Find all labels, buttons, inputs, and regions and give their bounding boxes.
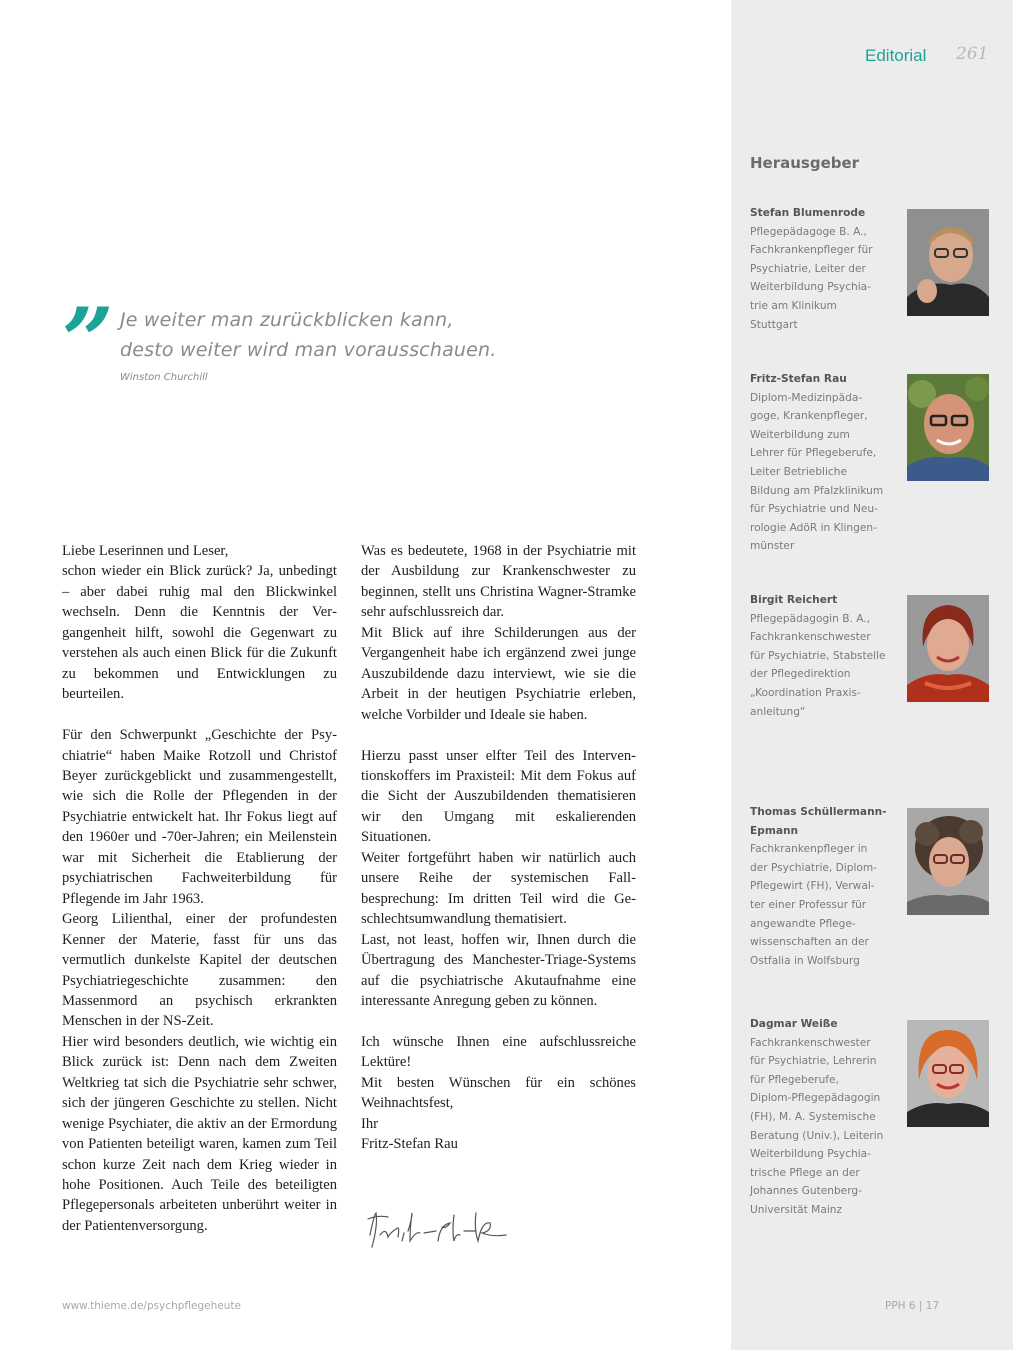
editor-photo — [907, 209, 989, 316]
editor-photo — [907, 1020, 989, 1127]
article-paragraph: schon wieder ein Blick zurück? Ja, unbedingt – aber dabei ruhig mal den Blickwinkel wechseln. Denn die Kenntnis der Vergangenheit hilft, sowohl die Gegenwart zu verstehen als auch einen Blick für die Zukunft zu bekommen und Entwicklungen zu beurteilen. — [62, 563, 337, 703]
footer-issue: PPH 6 | 17 — [885, 1300, 940, 1312]
editor-photo — [907, 374, 989, 481]
quote-line: desto weiter wird man vorausschauen. — [120, 339, 497, 361]
editor-photo — [907, 808, 989, 915]
quote-line: Je weiter man zurückblicken kann, — [120, 309, 454, 331]
editor-entry — [750, 370, 890, 556]
section-label: Editorial — [865, 46, 927, 65]
editor-entry — [750, 591, 890, 721]
editor-name: Dagmar Weiße — [750, 1018, 838, 1030]
editor-name: Birgit Reichert — [750, 594, 838, 606]
editor-photo — [907, 595, 989, 702]
quote-author: Winston Churchill — [120, 372, 208, 383]
quote-mark-icon: ” — [62, 288, 114, 394]
article-paragraph: Ich wünsche Ihnen eine aufschlussreiche Lektüre! — [361, 1033, 636, 1071]
article-paragraph: Hier wird besonders deutlich, wie wichtig ein Blick zurück ist: Denn nach dem Zweiten Weltkrieg tat sich die Psychiatrie sehr schwer, sich der jüngeren Geschichte zu stellen. Nicht wenige Psychiater, die aktiv an der Ermordung von Patienten beteiligt waren, kamen zum Teil schon kurze Zeit nach dem Krieg wieder in hohe Positionen. Auch Teile des beteiligten Pflegepersonals arbeiteten unberührt weiter in der Patientenversorgung. — [62, 1033, 337, 1234]
editor-description: Pflegepädagoge B. A., Fachkrankenpfleger für Psychiatrie, Leiter der Weiterbildung Psychia- trie am Klinikum Stuttgart — [750, 225, 873, 331]
article-paragraph: Mit Blick auf ihre Schilderungen aus der Vergangenheit habe ich ergänzend zwei junge Auszubildende dazu interviewt, wie sie die Arbeit in der heutigen Psychiatrie erleben, welche Vorbilder und Ideale sie haben. — [361, 624, 636, 723]
editor-description: Pflegepädagogin B. A., Fachkrankenschwester für Psychiatrie, Stabstelle der Pflegedirektion „Koordination Praxis- anleitung“ — [750, 612, 886, 718]
article-paragraph: Last, not least, hoffen wir, Ihnen durch die Übertragung des Manchester-Triage-Systems auf die psychiatrische Akutaufnahme eine interessante Anregung geben zu können. — [361, 931, 636, 1009]
article-paragraph: Was es bedeutete, 1968 in der Psychiatrie mit der Ausbildung zur Krankenschwester zu beginnen, stellt uns Christina Wagner-Stramke sehr aufschlussreich dar. — [361, 543, 636, 621]
article-paragraph: Georg Lilienthal, einer der profundesten Kenner der Materie, fasst für uns das vermutlich dunkelste Kapitel der deutschen Psychiatriegeschichte zusammen: den Massenmord an psychisch erkrankten Menschen in der NS-Zeit. — [62, 911, 337, 1030]
footer-url: www.thieme.de/psychpflegeheute — [62, 1300, 241, 1312]
article-paragraph: Weiter fortgeführt haben wir natürlich auch unsere Reihe der systemischen Fallbesprechung: Im dritten Teil wird die Geschlechtsumwandlung thematisiert. — [361, 849, 636, 928]
article-column-left — [62, 541, 337, 1236]
editor-name: Stefan Blumenrode — [750, 207, 866, 219]
editor-entry — [750, 803, 890, 970]
article-salutation: Liebe Leserinnen und Leser, — [62, 543, 229, 559]
editor-description: Fachkrankenschwester für Psychiatrie, Lehrerin für Pflegeberufe, Diplom-Pflegepädagogin (FH), M. A. Systemische Beratung (Univ.), Leiterin Weiterbildung Psychia- trische Pflege an der Johannes Gutenberg- Universität Mainz — [750, 1036, 884, 1216]
editor-description: Diplom-Medizinpäda- goge, Krankenpfleger, Weiterbildung zum Lehrer für Pflegeberufe, Leiter Betriebliche Bildung am Pfalzklinikum für Psychiatrie und Neu- rologie AdöR in Klingen- münster — [750, 391, 884, 553]
quote-text — [120, 305, 497, 365]
editor-name: Thomas Schüllermann- Epmann — [750, 806, 887, 837]
handwritten-signature — [366, 1205, 511, 1255]
publishers-title: Herausgeber — [750, 154, 860, 172]
article-paragraph: Mit besten Wünschen für ein schönes Weihnachtsfest, — [361, 1074, 636, 1112]
article-paragraph: Hierzu passt unser elfter Teil des Interventionskoffers im Praxisteil: Mit dem Fokus auf die Sicht der Auszubildenden thematisieren wir den Umgang mit eskalierenden Situationen. — [361, 747, 636, 846]
article-author-name: Fritz-Stefan Rau — [361, 1136, 458, 1153]
editor-description: Fachkrankenpfleger in der Psychiatrie, Diplom- Pflegewirt (FH), Verwal- ter einer Professur für angewandte Pflege- wissenschaften an der Ostfalia in Wolfsburg — [750, 843, 878, 967]
article-paragraph: Für den Schwerpunkt „Geschichte der Psychiatrie“ haben Maike Rotzoll und Christof Beyer zurückgeblickt und zusammengestellt, wie sich die Rolle der Pflegenden in der Psychiatrie entwickelt hat. Ihr Fokus liegt auf den 1960er und -70er-Jahren; ein Meilenstein war mit Sicherheit die Etablierung der psychiatrischen Fachweiterbildung für Pflegende im Jahr 1963. — [62, 727, 337, 907]
editor-entry — [750, 204, 890, 334]
editor-name: Fritz-Stefan Rau — [750, 373, 847, 385]
article-column-right — [361, 541, 636, 1155]
article-closing: Ihr — [361, 1115, 379, 1132]
page-number: 261 — [956, 44, 989, 64]
editor-entry — [750, 1015, 890, 1220]
